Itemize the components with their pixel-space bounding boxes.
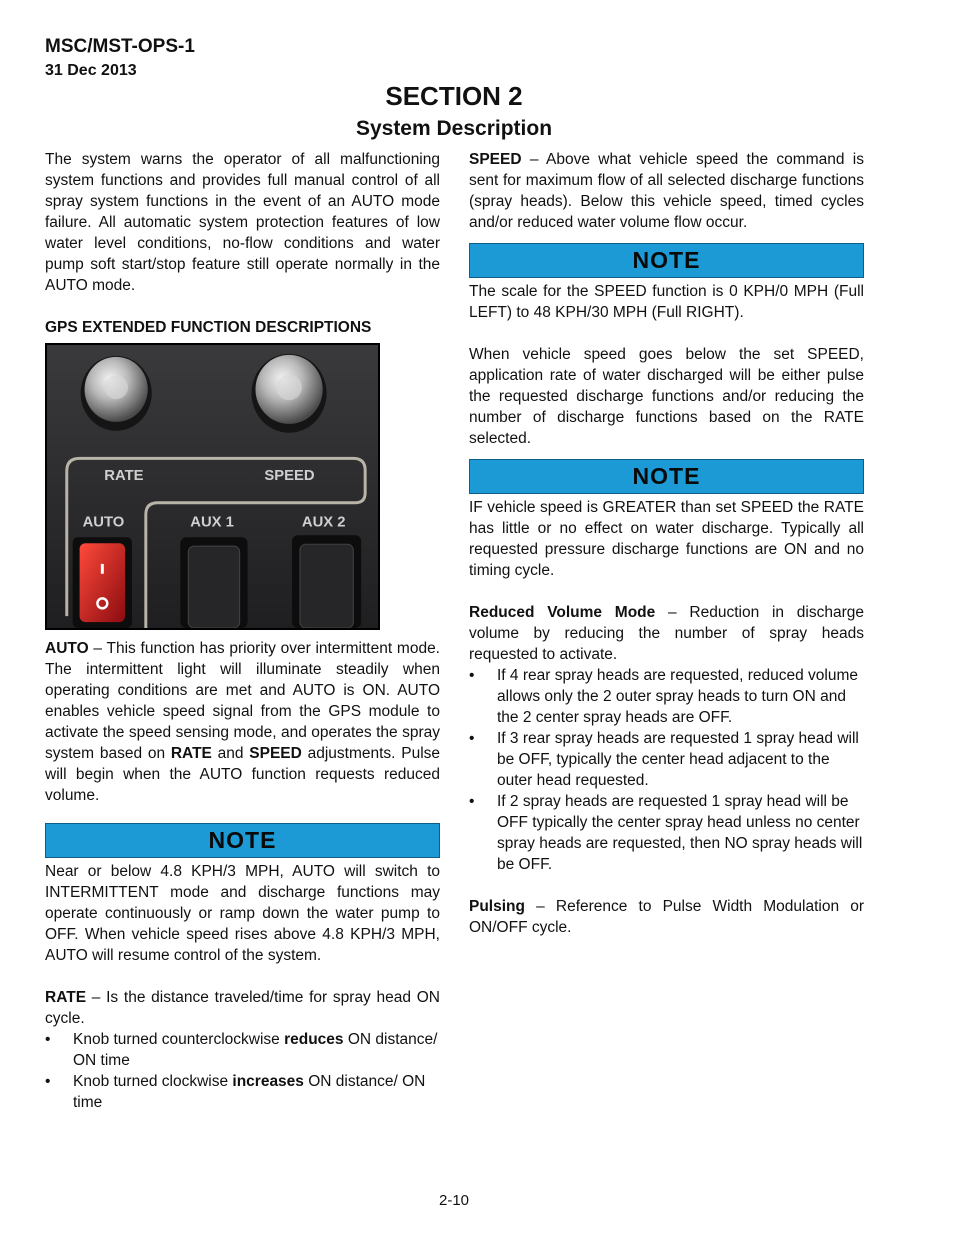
speed-knob (252, 354, 327, 433)
gps-heading: GPS EXTENDED FUNCTION DESCRIPTIONS (45, 319, 372, 336)
rate-paragraph: RATE – Is the distance traveled/time for spray head ON cycle. (45, 989, 440, 1027)
panel-label-aux1: AUX 1 (190, 514, 234, 531)
note-banner: NOTE (469, 459, 864, 494)
section-title: SECTION 2 (385, 81, 523, 111)
pulsing-paragraph: Pulsing – Reference to Pulse Width Modulation or ON/OFF cycle. (469, 898, 864, 936)
auto-term: AUTO (45, 640, 89, 657)
reduced-volume-paragraph: Reduced Volume Mode – Reduction in discharge volume by reducing the number of spray heads requested to activate. (469, 604, 864, 663)
right-column (469, 149, 864, 938)
list-item: • If 4 rear spray heads are requested, reduced volume allows only the 2 outer spray heads to turn ON and the 2 center spray heads are OFF. (469, 667, 859, 726)
aux1-rocker-switch (180, 537, 247, 628)
speed-below-paragraph: When vehicle speed goes below the set SPEED, application rate of water discharged will be either pulse the requested discharge functions and/or reducing the number of discharge functions based on the RATE selected. (469, 346, 864, 447)
header-doc-id: MSC/MST-OPS-1 (45, 36, 195, 57)
rate-bullet-list (45, 1029, 440, 1113)
note-text: The scale for the SPEED function is 0 KPH/0 MPH (Full LEFT) to 48 KPH/30 MPH (Full RIGHT). (469, 283, 864, 321)
page-number: 2-10 (438, 1192, 470, 1209)
panel-label-speed: SPEED (264, 468, 315, 485)
note-text: Near or below 4.8 KPH/3 MPH, AUTO will switch to INTERMITTENT mode and discharge functions may operate continuously or ramp down the water pump to OFF. When vehicle speed rises above 4.8 KPH/3 MPH, AUTO will resume control of the system. (45, 863, 440, 964)
rate-term: RATE (45, 989, 87, 1006)
header-date: 31 Dec 2013 (45, 62, 137, 79)
aux2-rocker-switch (292, 535, 361, 628)
pulsing-term: Pulsing (469, 898, 525, 915)
note-banner: NOTE (469, 243, 864, 278)
panel-label-auto: AUTO (82, 514, 125, 531)
control-panel-photo (45, 343, 380, 630)
list-item: • Knob turned counterclockwise reduces ON distance/ ON time (45, 1031, 438, 1069)
auto-rocker-switch (73, 537, 132, 628)
speed-paragraph: SPEED – Above what vehicle speed the command is sent for maximum flow of all selected discharge functions (spray heads). Below this vehicle speed, timed cycles and/or reduced water volume flow occur. (469, 151, 864, 231)
note-banner: NOTE (45, 823, 440, 858)
list-item: • Knob turned clockwise increases ON distance/ ON time (45, 1073, 426, 1111)
left-column (45, 149, 440, 1113)
intro-paragraph: The system warns the operator of all malfunctioning system functions and provides full manual control of all spray system functions in the event of an AUTO mode failure. All automatic system protection features of low water level conditions, no-flow conditions and water pump soft start/stop feature still operate normally in the AUTO mode. (45, 151, 440, 294)
speed-term: SPEED (469, 151, 522, 168)
panel-label-aux2: AUX 2 (301, 514, 346, 531)
reduced-volume-bullet-list (469, 665, 864, 875)
reduced-volume-term: Reduced Volume Mode (469, 604, 656, 621)
section-subtitle: System Description (355, 117, 553, 140)
note-text: IF vehicle speed is GREATER than set SPEED the RATE has little or no effect on water discharge. Typically all requested pressure discharge functions are ON and no timing cycle. (469, 499, 864, 579)
list-item: • If 3 rear spray heads are requested 1 spray head will be OFF, typically the center head adjacent to the outer head requested. (469, 730, 859, 789)
auto-paragraph: AUTO – This function has priority over intermittent mode. The intermittent light will illuminate steadily when operating conditions are met and AUTO is ON. AUTO enables vehicle speed signal from the GPS module to activate the speed sensing mode, and operates the spray system based on RATE and SPEED adjustments. Pulse will begin when the AUTO function requests reduced volume. (45, 640, 441, 804)
rate-knob (81, 356, 152, 431)
panel-label-rate: RATE (104, 468, 144, 485)
list-item: • If 2 spray heads are requested 1 spray head will be OFF typically the center spray head unless no center spray heads are requested, then NO spray heads will be OFF. (469, 793, 863, 873)
